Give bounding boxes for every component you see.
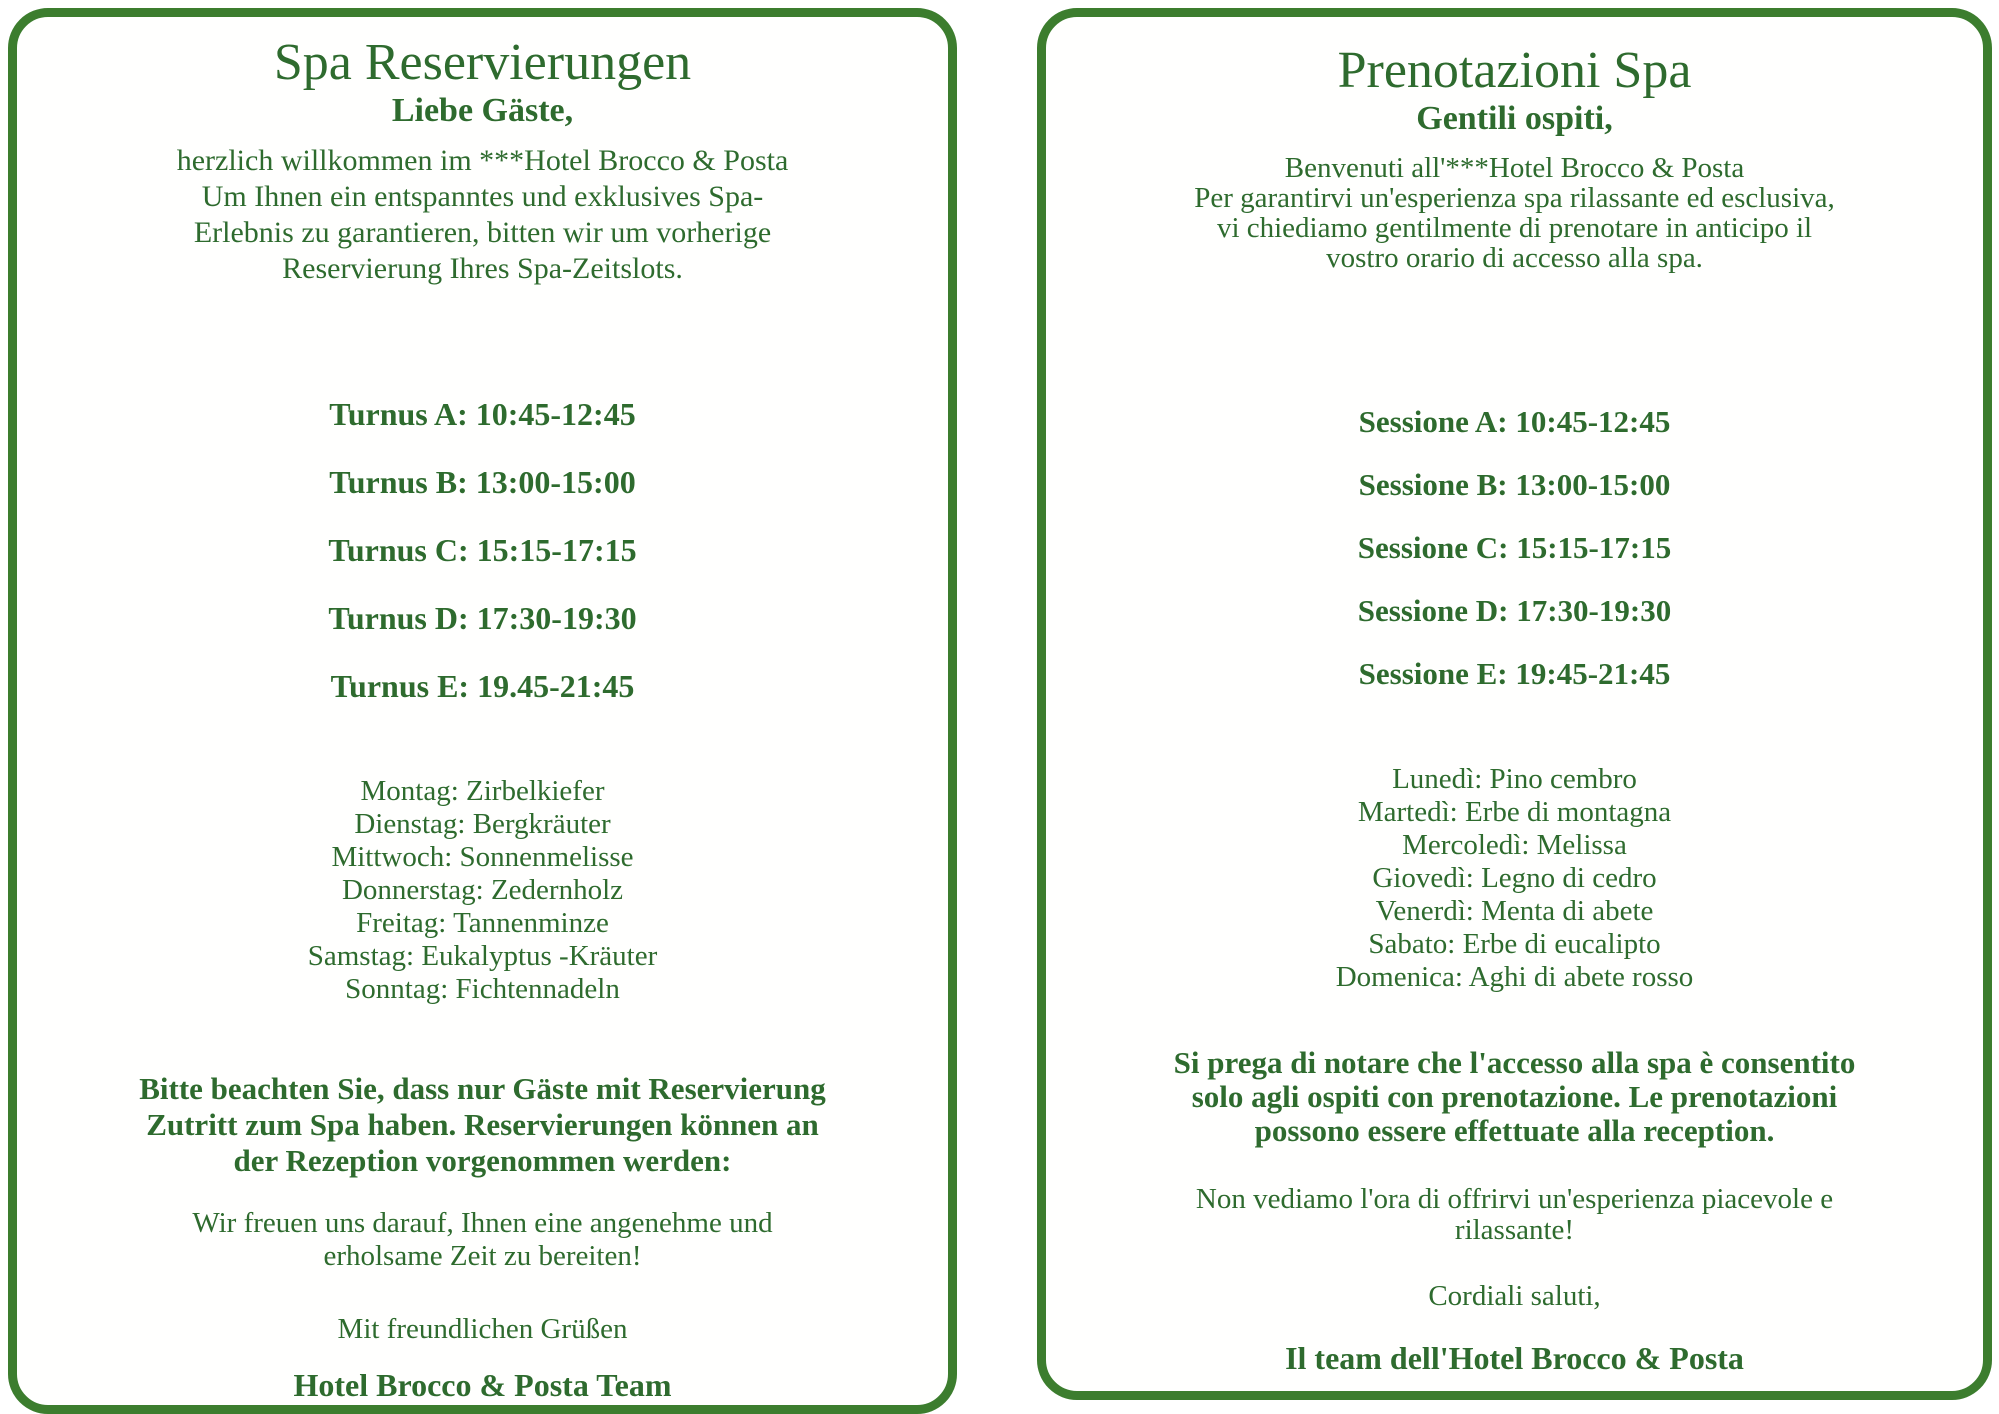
notice-line: Si prega di notare che l'accesso alla spa è consentito: [1173, 1045, 1856, 1080]
scent-item: Giovedì: Legno di cedro: [1372, 862, 1657, 894]
daily-scent-list: [1046, 763, 1983, 994]
scent-item: Sonntag: Fichtennadeln: [345, 973, 620, 1005]
salutation: Gentili ospiti,: [1416, 100, 1613, 137]
scent-item: Dienstag: Bergkräuter: [354, 808, 611, 840]
session-slot: Turnus D: 17:30-19:30: [328, 600, 637, 636]
scent-item: Montag: Zirbelkiefer: [360, 775, 605, 807]
session-slot: Sessione B: 13:00-15:00: [1358, 467, 1671, 502]
scent-item: Mercoledì: Melissa: [1402, 829, 1627, 861]
notice-line: solo agli ospiti con prenotazione. Le prenotazioni: [1191, 1079, 1838, 1114]
page-title: Prenotazioni Spa: [1337, 42, 1692, 99]
scent-item: Donnerstag: Zedernholz: [341, 874, 624, 906]
closing-paragraph: [1046, 1184, 1983, 1246]
closing-line: Wir freuen uns darauf, Ihnen eine angenehme und: [192, 1207, 773, 1239]
farewell: Mit freundlichen Grüßen: [337, 1313, 628, 1345]
reservation-notice: [1046, 1046, 1983, 1148]
notice-line: possono essere effettuate alla reception.: [1254, 1113, 1775, 1148]
closing-line: Non vediamo l'ora di offrirvi un'esperienza piacevole e: [1195, 1183, 1834, 1215]
intro-line: Benvenuti all'***Hotel Brocco & Posta: [1284, 152, 1745, 184]
scent-item: Martedì: Erbe di montagna: [1357, 796, 1672, 828]
daily-scent-list: [17, 775, 948, 1006]
intro-line: Per garantirvi un'esperienza spa rilassante ed esclusiva,: [1194, 182, 1835, 214]
notice-line: Zutritt zum Spa haben. Reservierungen können an: [146, 1107, 819, 1142]
intro-line: Erlebnis zu garantieren, bitten wir um vorherige: [193, 216, 772, 249]
closing-paragraph: [17, 1207, 948, 1273]
intro-line: herzlich willkommen im ***Hotel Brocco & Posta: [176, 144, 789, 177]
salutation: Liebe Gäste,: [391, 92, 574, 129]
session-slot: Sessione D: 17:30-19:30: [1357, 593, 1672, 628]
scent-item: Venerdì: Menta di abete: [1375, 895, 1654, 927]
reservation-notice: [17, 1071, 948, 1179]
session-schedule: [17, 395, 948, 705]
session-slot: Sessione C: 15:15-17:15: [1357, 530, 1672, 565]
intro-line: vostro orario di accesso alla spa.: [1326, 242, 1703, 274]
closing-line: rilassante!: [1454, 1214, 1575, 1246]
intro-paragraph: [17, 143, 948, 287]
session-slot: Sessione E: 19:45-21:45: [1358, 656, 1671, 691]
session-slot: Turnus B: 13:00-15:00: [329, 464, 636, 500]
notice-line: der Rezeption vorgenommen werden:: [233, 1143, 732, 1178]
intro-line: vi chiediamo gentilmente di prenotare in anticipo il: [1216, 212, 1813, 244]
scent-item: Mittwoch: Sonnenmelisse: [331, 841, 634, 873]
signature: Il team dell'Hotel Brocco & Posta: [1285, 1340, 1744, 1376]
italian-spa-card: [1037, 8, 1992, 1400]
closing-line: erholsame Zeit zu bereiten!: [323, 1240, 642, 1272]
session-schedule: [1046, 403, 1983, 693]
signature: Hotel Brocco & Posta Team: [293, 1367, 672, 1403]
session-slot: Turnus E: 19.45-21:45: [330, 668, 635, 704]
scent-item: Lunedì: Pino cembro: [1392, 763, 1637, 795]
scent-item: Sabato: Erbe di eucalipto: [1368, 928, 1661, 960]
german-spa-card: [8, 8, 957, 1414]
intro-line: Reservierung Ihres Spa-Zeitslots.: [282, 252, 683, 285]
scent-item: Samstag: Eukalyptus -Kräuter: [307, 940, 658, 972]
scent-item: Domenica: Aghi di abete rosso: [1335, 961, 1694, 993]
intro-paragraph: [1046, 153, 1983, 273]
notice-line: Bitte beachten Sie, dass nur Gäste mit Reservierung: [139, 1071, 826, 1106]
session-slot: Sessione A: 10:45-12:45: [1358, 404, 1671, 439]
session-slot: Turnus A: 10:45-12:45: [329, 396, 636, 432]
session-slot: Turnus C: 15:15-17:15: [328, 532, 637, 568]
farewell: Cordiali saluti,: [1428, 1280, 1601, 1312]
scent-item: Freitag: Tannenminze: [356, 907, 609, 939]
intro-line: Um Ihnen ein entspanntes und exklusives Spa-: [201, 180, 764, 213]
page-title: Spa Reservierungen: [273, 34, 692, 91]
